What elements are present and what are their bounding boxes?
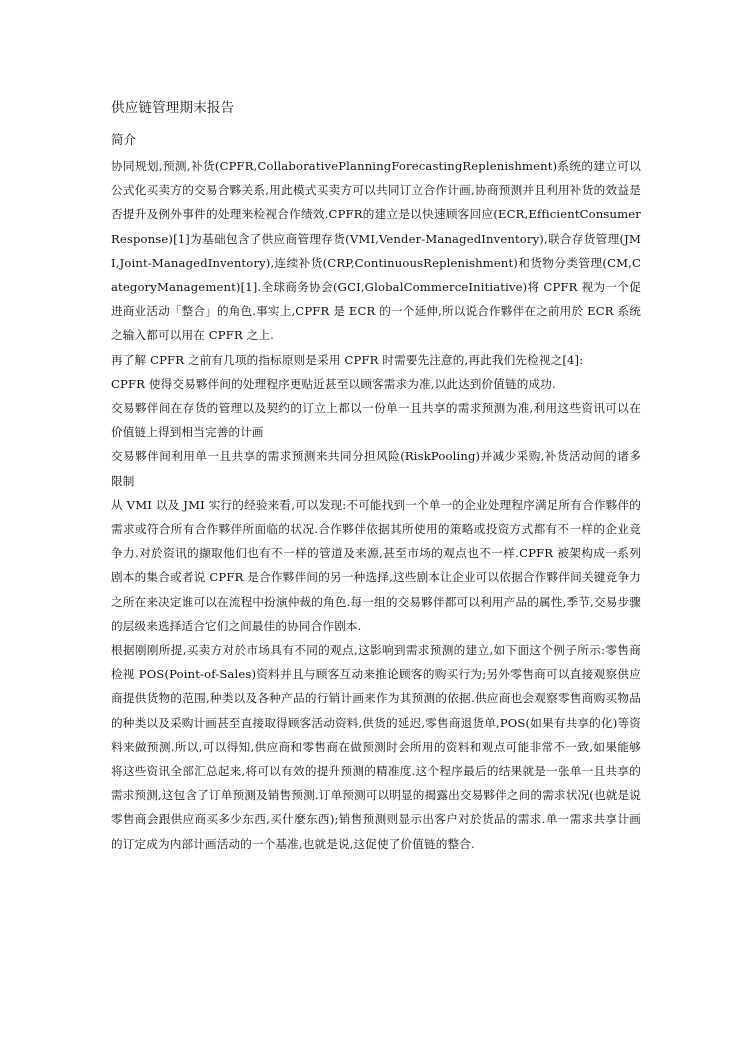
document-page bbox=[111, 98, 641, 856]
paragraph-principles-lead: 再了解 CPFR 之前有几项的指标原则是采用 CPFR 时需要先注意的,再此我们先检视之[4]: bbox=[111, 352, 584, 367]
document-title: 供应链管理期末报告 bbox=[111, 100, 235, 116]
paragraph-principle-3: 交易夥伴间利用单一且共享的需求预测来共同分担风险(RiskPooling)并减少采购,补货活动间的诸多限制 bbox=[111, 449, 641, 488]
section-heading-intro: 简介 bbox=[111, 132, 137, 147]
paragraph-vmi-jmi-experience: 从 VMI 以及 JMI 实行的经验来看,可以发现:不可能找到一个单一的企业处理程序满足所有合作夥伴的需求或符合所有合作夥伴所面临的状况.合作夥伴依据其所使用的策略或投资方式都有不一样的企业竞争力.对於资讯的撷取他们也有不一样的管道及来源,甚至市场的观点也不一样.CPFR 被架构成一系列剧本的集合或者说 CPFR 是合作夥伴间的另一种选择,这些剧本让企业可以依据合作夥伴间关键竞争力之所在来决定谁可以在流程中扮演仲裁的角色.每一组的交易夥伴都可以利用产品的属性,季节,交易步骤的层级来选择适合它们之间最佳的协同合作剧本. bbox=[111, 497, 641, 633]
paragraph-principle-2: 交易夥伴间在存货的管理以及契约的订立上都以一份单一且共享的需求预测为准,利用这些资讯可以在价值链上得到相当完善的计画 bbox=[111, 401, 641, 440]
paragraph-principle-1: CPFR 使得交易夥伴间的处理程序更贴近甚至以顾客需求为准,以此达到价值链的成功. bbox=[111, 376, 556, 391]
paragraph-cpfr-intro: 协同规划,预测,补货(CPFR,CollaborativePlanningForecastingReplenishment)系统的建立可以公式化买卖方的交易合夥关系,用此模式买卖方可以共同订立合作计画,协商预测并且利用补货的效益是否提升及例外事件的处理来检视合作绩效.CPFR的建立是以快速顾客回应(ECR,EfficientConsumerResponse)[1]为基础包含了供应商管理存货(VMI,Vender-ManagedInventory),联合存货管理(JMI,Joint-ManagedInventory),连续补货(CRP,ContinuousReplenishment)和货物分类管理(CM,CategoryManagement)[1].全球商务协会(GCI,GlobalCommerceInitiative)将 CPFR 视为一个促进商业活动「整合」的角色.事实上,CPFR 是 ECR 的一个延伸,所以说合作夥伴在之前用於 ECR 系统之输入都可以用在 CPFR 之上. bbox=[111, 159, 641, 343]
paragraph-forecast-example: 根据刚刚所提,买卖方对於市场具有不同的观点,这影响到需求预测的建立,如下面这个例子所示:零售商检视 POS(Point-of-Sales)资料并且与顾客互动来推论顾客的购买行为;另外零售商可以直接观察供应商提供货物的范围,种类以及各种产品的行销计画来作为其预测的依据.供应商也会观察零售商购买物品的种类以及采购计画甚至直接取得顾客活动资料,供货的延迟,零售商退货单,POS(如果有共享的化)等资料来做预测.所以,可以得知,供应商和零售商在做预测时会所用的资料和观点可能非常不一致,如果能够将这些资讯全部汇总起来,将可以有效的提升预测的精准度.这个程序最后的结果就是一张单一且共享的需求预测,这包含了订单预测及销售预测.订单预测可以明显的揭露出交易夥伴之间的需求状况(也就是说零售商会跟供应商买多少东西,买什麼东西);销售预测则显示出客户对於货品的需求.单一需求共享计画的订定成为内部计画活动的一个基准,也就是说,这促使了价值链的整合. bbox=[111, 643, 642, 851]
